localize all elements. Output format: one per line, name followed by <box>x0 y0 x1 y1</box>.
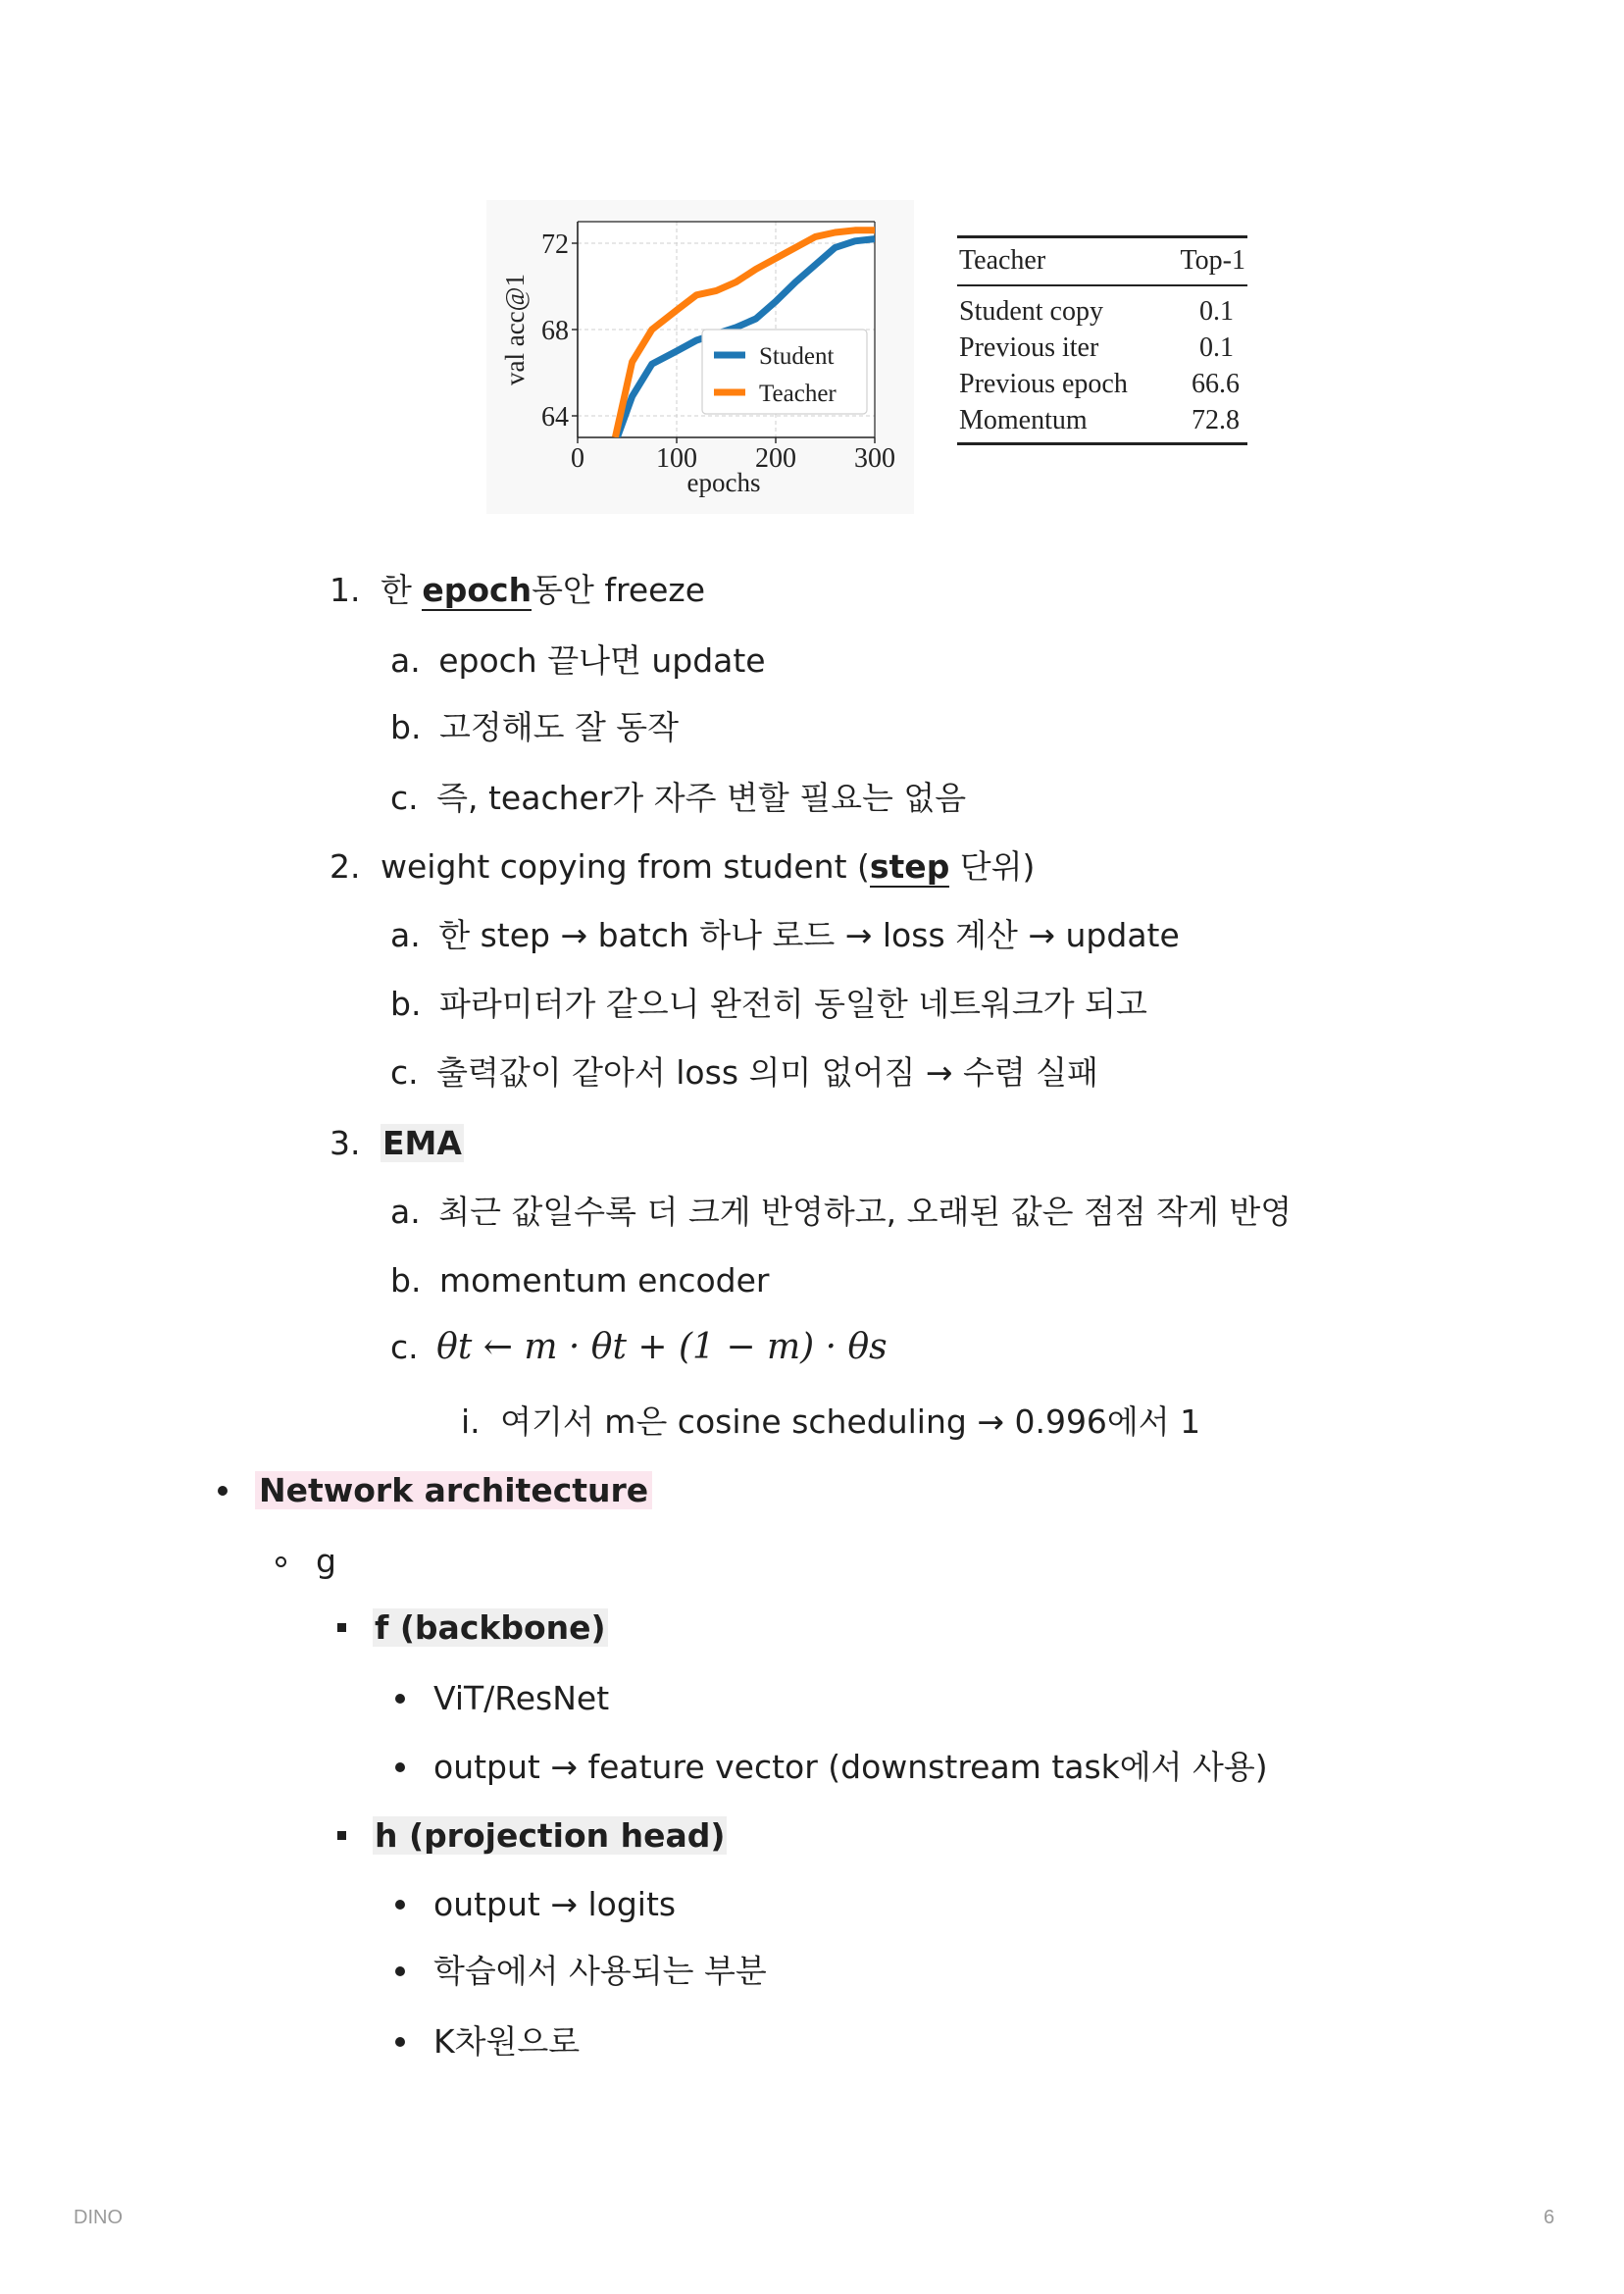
bullet-square <box>337 1831 346 1840</box>
list-marker: c. <box>390 779 419 817</box>
legend-label: Student <box>759 343 835 370</box>
backbone-label: f (backbone) <box>375 1608 606 1647</box>
y-axis-label: val acc@1 <box>500 273 530 386</box>
keyword-step: step <box>869 847 950 886</box>
list-item-text: 학습에서 사용되는 부분 <box>433 1952 767 1990</box>
list-item-text: momentum encoder <box>438 1261 770 1300</box>
table-cell: Previous iter <box>959 332 1099 363</box>
list-marker: c. <box>390 1053 419 1092</box>
keyword-epoch: epoch <box>422 571 533 609</box>
list-item <box>390 914 1180 957</box>
list-item <box>330 1122 464 1165</box>
chart-canvas <box>486 200 914 514</box>
list-marker: c. <box>390 1328 419 1366</box>
bullet-disc <box>395 1762 405 1772</box>
list-item-text: 고정해도 잘 동작 <box>438 708 680 746</box>
x-axis-label: epochs <box>686 468 761 497</box>
list-item-text: 파라미터가 같으니 완전히 동일한 네트워크가 되고 <box>438 985 1147 1023</box>
table-cell: Momentum <box>959 405 1088 435</box>
list-item <box>461 1401 1200 1444</box>
list-item <box>330 569 705 612</box>
table-header: Teacher <box>959 245 1046 276</box>
list-item <box>316 1540 336 1583</box>
network-architecture-heading: Network architecture <box>255 1471 652 1509</box>
list-item-text: 최근 값일수록 더 크게 반영하고, 오래된 값은 점점 작게 반영 <box>438 1193 1293 1231</box>
bullet-square <box>337 1623 346 1632</box>
list-item <box>390 983 1147 1026</box>
list-item-text: output → feature vector (downstream task에서 사용) <box>433 1748 1268 1786</box>
footer-page-number: 6 <box>1544 2207 1555 2228</box>
table-cell: 66.6 <box>1192 369 1240 399</box>
list-marker: b. <box>390 985 422 1023</box>
bullet-circle <box>276 1556 286 1567</box>
list-item-text-suffix: 동안 freeze <box>532 571 706 609</box>
list-marker: b. <box>390 1261 422 1300</box>
bullet-disc <box>395 1694 405 1704</box>
list-marker: a. <box>390 1193 421 1231</box>
list-marker: a. <box>390 916 421 954</box>
list-item <box>433 1883 676 1926</box>
bullet-disc <box>395 2037 405 2047</box>
figure <box>486 200 1251 519</box>
x-tick-label: 0 <box>571 443 584 474</box>
list-item-text: 여기서 m은 cosine scheduling → 0.996에서 1 <box>500 1402 1201 1441</box>
bullet-disc <box>395 1966 405 1976</box>
list-item <box>373 1606 608 1650</box>
table-cell: 0.1 <box>1199 296 1234 327</box>
projection-head-label: h (projection head) <box>375 1816 726 1855</box>
table-cell: Student copy <box>959 296 1103 327</box>
list-item <box>373 1814 727 1858</box>
keyword-ema: EMA <box>382 1124 462 1162</box>
list-item <box>433 1746 1268 1789</box>
list-item <box>390 639 766 683</box>
x-tick-label: 300 <box>854 443 895 474</box>
list-item <box>330 845 1035 889</box>
list-item-text: 출력값이 같아서 loss 의미 없어짐 → 수렴 실패 <box>436 1053 1099 1092</box>
list-marker: b. <box>390 708 422 746</box>
list-item <box>390 1326 888 1369</box>
table-cell: 72.8 <box>1192 405 1240 435</box>
list-marker: a. <box>390 641 421 680</box>
table-cell: Previous epoch <box>959 369 1128 399</box>
table-row <box>957 330 1247 366</box>
table-header-row <box>957 237 1247 286</box>
list-item <box>390 1191 1292 1234</box>
list-item <box>433 1677 609 1720</box>
list-marker: 2. <box>330 847 361 886</box>
list-item <box>433 1950 767 1993</box>
table-header: Top-1 <box>1180 245 1245 276</box>
list-item <box>390 1259 770 1302</box>
list-item <box>390 777 966 820</box>
legend-label: Teacher <box>759 381 837 407</box>
footer-doc-title: DINO <box>74 2207 123 2228</box>
list-marker: 3. <box>330 1124 361 1162</box>
list-item-text-prefix: 한 <box>381 571 423 609</box>
y-tick-label: 68 <box>541 316 569 346</box>
list-item-text: 즉, teacher가 자주 변할 필요는 없음 <box>436 779 967 817</box>
list-item-text: ViT/ResNet <box>433 1679 610 1717</box>
list-item-text: output → logits <box>433 1885 677 1923</box>
list-item-text-prefix: weight copying from student ( <box>381 847 870 886</box>
bullet-disc <box>395 1900 405 1910</box>
teacher-table <box>957 235 1247 445</box>
list-item <box>390 1051 1098 1095</box>
x-tick-label: 100 <box>656 443 697 474</box>
table-row <box>957 366 1247 402</box>
list-item <box>433 2020 580 2064</box>
y-tick-label: 72 <box>541 229 569 260</box>
table-row <box>957 285 1247 330</box>
list-item-text: 한 step → batch 하나 로드 → loss 계산 → update <box>438 916 1180 954</box>
list-marker: 1. <box>330 571 361 609</box>
ema-formula: θt ← m · θt + (1 − m) · θs <box>436 1327 888 1367</box>
list-item-text: epoch 끝나면 update <box>438 641 766 680</box>
y-tick-label: 64 <box>541 402 569 433</box>
x-tick-label: 200 <box>755 443 796 474</box>
list-item-text: g <box>316 1542 336 1580</box>
list-item-text: K차원으로 <box>433 2022 581 2061</box>
table-row <box>957 402 1247 444</box>
table-cell: 0.1 <box>1199 332 1234 363</box>
list-item-text-suffix: 단위) <box>949 847 1036 886</box>
bullet-disc <box>218 1486 228 1496</box>
list-item <box>390 706 679 749</box>
list-marker: i. <box>461 1402 481 1441</box>
accuracy-chart <box>486 200 914 514</box>
section-heading <box>255 1469 652 1512</box>
